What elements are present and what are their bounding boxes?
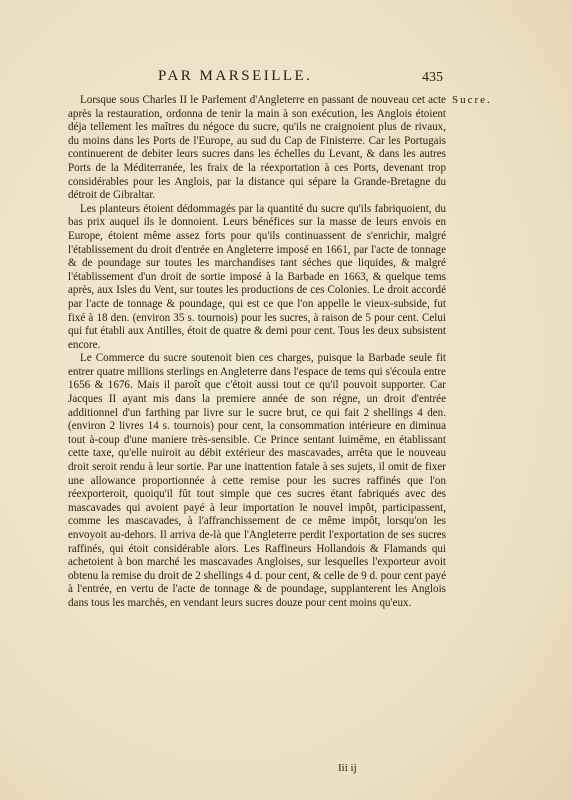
signature-mark: Iii ij [338,762,357,774]
paragraph-2: Les planteurs étoient dédommagés par la quantité du sucre qu'ils fabriquoient, du bas prix auquel ils le donnoient. Leurs bénéfices sur la masse de leurs envois en Europe, étoient même assez forts pour qu'ils continuassent de s'enrichir, malgré l'établissement du droit d'entrée en Angleterre imposé en 1661, par l'acte de tonnage & de poundage sur toutes les marchandises tant séches que liquides, & malgré l'établissement d'un droit de sortie imposé à la Barbade en 1663, & quelque tems après, aux Isles du Vent, sur toutes les productions de ces Colonies. Le droit accordé par l'acte de tonnage & poundage, qui est ce que l'on appelle le vieux-subside, fut fixé à 18 den. (environ 35 s. tournois) pour les sucres, à raison de 5 pour cent. Celui qui fut établi aux Antilles, étoit de quatre & demi pour cent. Tous les deux subsistent encore. [68,202,446,351]
paragraph-1: Lorsque sous Charles II le Parlement d'Angleterre en passant de nouveau cet acte après la restauration, ordonna de tenir la main à son exécution, les Anglois étoient déja tellement les maîtres du négoce du sucre, qu'ils ne craignoient plus de rivaux, du moins dans les Ports de l'Europe, au sud du Cap de Finisterre. Car les Portugais continuerent de debiter leurs sucres dans les échelles du Levant, & dans les autres Ports de la Méditerranée, les fraix de la réexportation à ces Ports, devenant trop considérables pour les Anglois, par la distance qui sépare la Grande-Bretagne du détroit de Gibraltar. [68,94,446,202]
paragraph-3: Le Commerce du sucre soutenoit bien ces charges, puisque la Barbade seule fit entrer quatre millions sterlings en Angleterre dans l'espace de tems qui s'écoula entre 1656 & 1676. Mais il paroît que c'étoit aussi tout ce qu'il pouvoit supporter. Car Jacques II ayant mis dans la premiere année de son régne, un droit d'entrée additionnel d'un farthing par livre sur le sucre brut, ce qui fait 2 shellings 4 den. (environ 2 livres 14 s. tournois) pour cent, la consommation intérieure en diminua tout à-coup d'une maniere très-sensible. Ce Prince sentant luimême, en établissant cette taxe, qu'elle nuiroit au débit extérieur des mascavades, arrêta que le nouveau droit seroit rendu à leur sortie. Par une inattention fatale à ses sujets, il omit de fixer une allowance proportionnée à cette remise pour les sucres raffinés que l'on réexporteroit, quoiqu'il fût tout simple que ces sucres étant fabriqués avec des mascavades qui avoient payé à leur importation le nouvel impôt, participassent, comme les mascavades, à l'affranchissement de ce même impôt, lorsqu'on les envoyoit au-dehors. Il arriva de-là que l'Angleterre perdit l'exportation de ses sucres raffinés, qui étoit considérable alors. Les Raffineurs Hollandois & Flamands qui achetoient à bon marché les mascavades Angloises, sur lesquelles l'exporteur avoit obtenu la remise du droit de 2 shellings 4 d. pour cent, & celle de 9 d. pour cent payé à l'entrée, en vertu de l'acte de tonnage & de poundage, supplanterent les Anglois dans tous les marchés, en vendant leurs sucres douze pour cent moins qu'eux. [68,352,446,609]
body-text [68,94,446,611]
marginal-note: Sucre. [452,94,492,106]
running-head: PAR MARSEILLE. [158,68,313,84]
page-number: 435 [422,70,443,85]
page-header [0,68,572,90]
